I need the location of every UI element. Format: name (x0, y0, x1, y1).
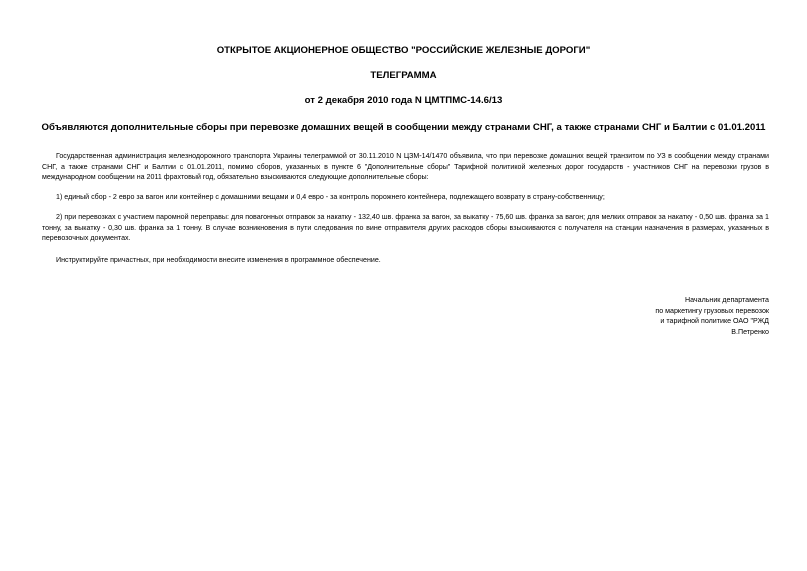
document-date-number: от 2 декабря 2010 года N ЦМТПМС-14.6/13 (304, 95, 503, 106)
body-paragraph-4: Инструктируйте причастных, при необходимости внесите изменения в программное обеспечение. (56, 256, 381, 264)
signature-department-cont: и тарифной политике ОАО "РЖД (660, 317, 769, 326)
signature-name: В.Петренко (731, 327, 769, 336)
signature-title: Начальник департамента (685, 296, 769, 304)
signature-department: по маркетингу грузовых перевозок (655, 306, 769, 315)
document-type-heading: ТЕЛЕГРАММА (370, 70, 437, 81)
signature-block (655, 295, 769, 337)
body-paragraph-1: Государственная администрация железнодорожного транспорта Украины телеграммой от 30.11.2010 N ЦЗМ-14/1470 объявила, что при перевозке домашних вещей транзитом по УЗ в сообщении между странами СНГ, а также странами СНГ и Балтии с 01.01.2011, помимо сборов, указанных в пункте 6 "Дополнительные сборы" Тарифной политикой железных дорог государств - участников СНГ на перевозки грузов в международном сообщении на 2011 фрахтовый год, обязательно взыскиваются следующие дополнительные сборы: (42, 152, 769, 181)
body-paragraph-3: 2) при перевозках с участием паромной переправы: для повагонных отправок за накатку - 132,40 шв. франка за вагон, за выкатку - 75,60 шв. франка за вагон; для мелких отправок за накатку - 0,50 шв. франка за 1 тонну, за выкатку - 0,30 шв. франка за 1 тонну. В случае возникновения в пути следования по вине отправителя других расходов сборы взыскиваются с получателя на станции назначения в размерах, указанных в перевозочных документах. (42, 213, 769, 242)
body-paragraph-2: 1) единый сбор - 2 евро за вагон или контейнер с домашними вещами и 0,4 евро - за контроль порожнего контейнера, подлежащего возврату в страну-собственницу; (56, 193, 605, 201)
document-subject: Объявляются дополнительные сборы при перевозке домашних вещей в сообщении между странами СНГ, а также странами СНГ и Балтии с 01.01.2011 (41, 122, 766, 133)
organization-heading: ОТКРЫТОЕ АКЦИОНЕРНОЕ ОБЩЕСТВО "РОССИЙСКИЕ ЖЕЛЕЗНЫЕ ДОРОГИ" (216, 45, 591, 56)
